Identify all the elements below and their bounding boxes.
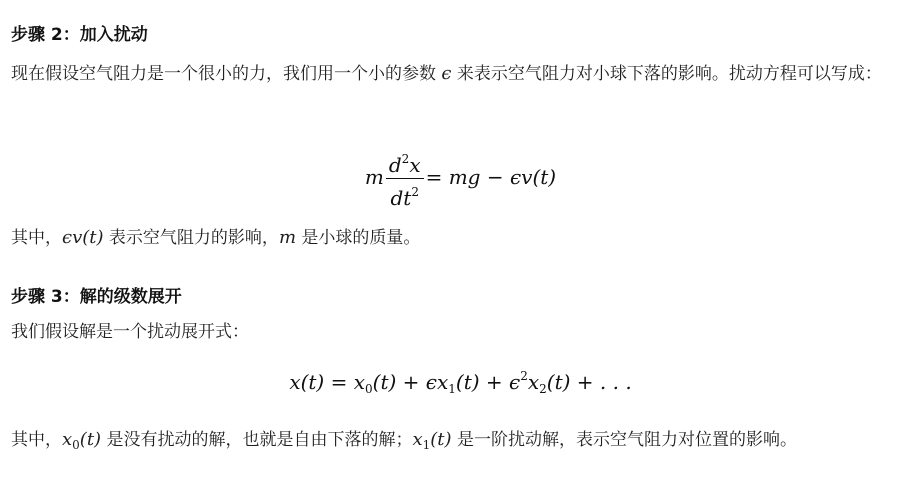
epsilon-symbol: ϵ [441, 63, 452, 84]
second-derivative-fraction [386, 146, 424, 211]
step3-heading: 步骤 3：解的级数展开 [11, 287, 182, 307]
fraction-denominator: $dt^2$ [390, 185, 419, 210]
step3-intro-paragraph: 我们假设解是一个扰动展开式： [11, 322, 249, 342]
perturbed-equation [0, 146, 921, 211]
step2-explanation-paragraph: 其中，ϵv(t) 表示空气阻力的影响，m 是小球的质量。 [11, 227, 421, 248]
fraction-numerator: $d^2x$ [386, 146, 424, 179]
first-order-solution-term: $x_1(t)$ [412, 429, 452, 452]
air-resistance-term: ϵv(t) [62, 227, 104, 248]
mass-symbol: m [278, 227, 297, 248]
step2-intro-paragraph [11, 58, 911, 90]
step2-intro-text-b: 来表示空气阻力对小球下落的影响。扰动方程可以写成： [451, 64, 882, 84]
equation-rhs: = mg − ϵv(t) [425, 165, 557, 189]
step3-explanation-paragraph: 其中，$x_0(t)$ 是没有扰动的解，也就是自由下落的解；$x_1(t)$ 是一阶扰动解，表示空气阻力对位置的影响。 [11, 429, 797, 452]
step2-heading: 步骤 2：加入扰动 [11, 25, 148, 45]
unperturbed-solution-term: $x_0(t)$ [62, 429, 102, 452]
step2-intro-text-a: 现在假设空气阻力是一个很小的力，我们用一个小的参数 [11, 64, 442, 84]
equation-mass: m [364, 165, 384, 189]
series-expansion-equation: $x(t) = x_0(t) + \epsilon x_1(t) + \epsilon^2x_2(t)$ + . . . [289, 369, 632, 396]
